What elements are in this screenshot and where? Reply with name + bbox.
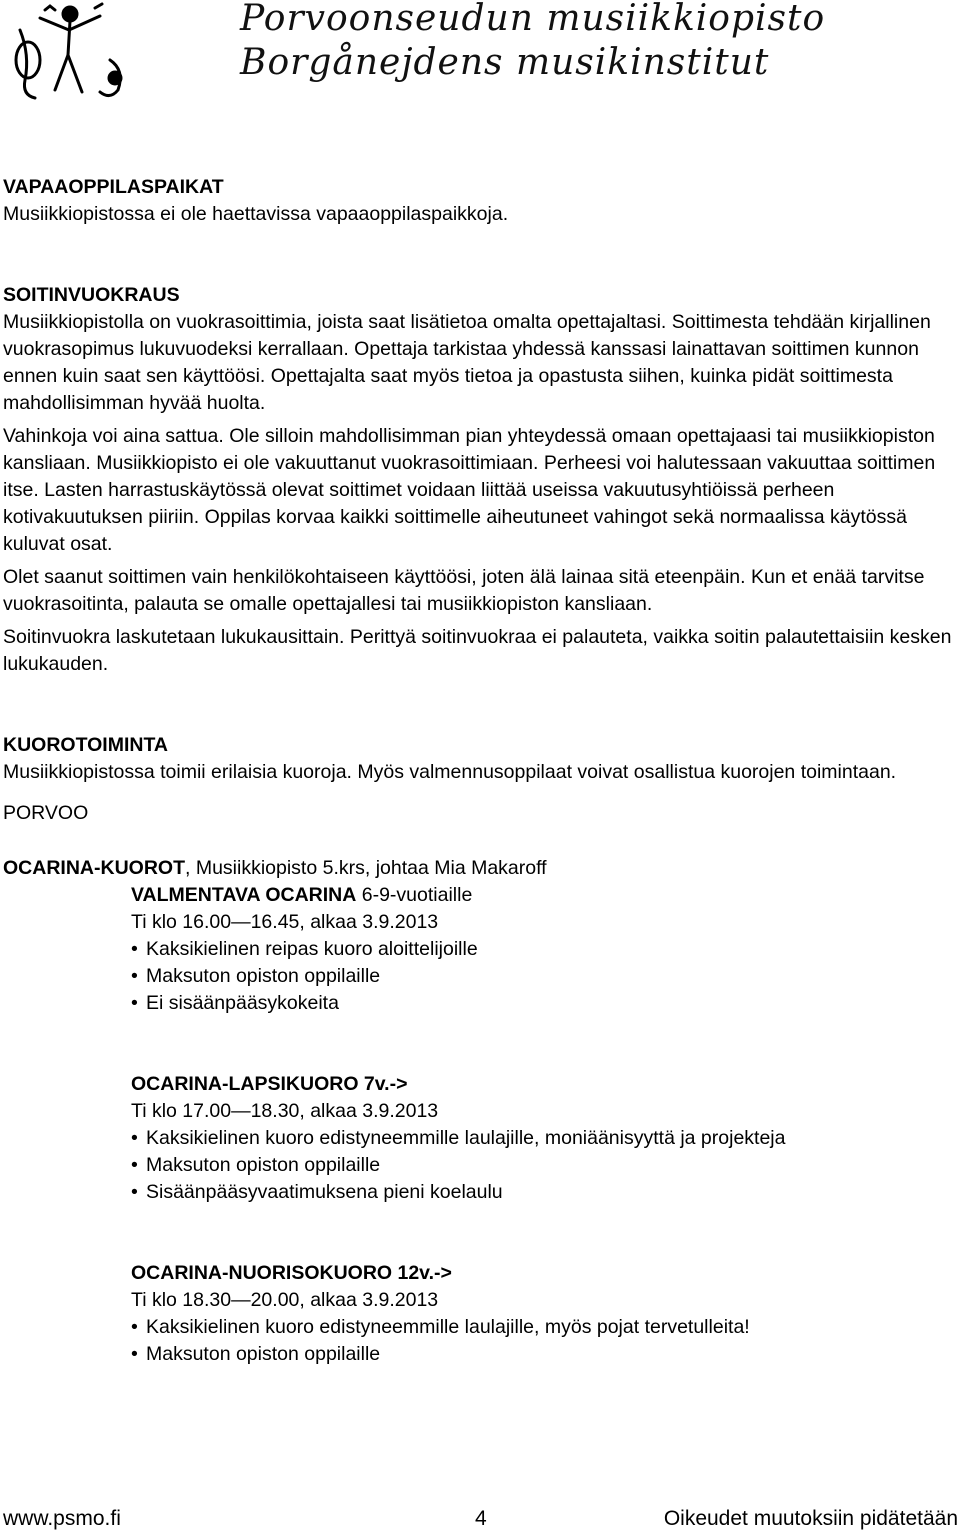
list-item: • Kaksikielinen kuoro edistyneemmille laulajille, moniäänisyyttä ja projekteja [131, 1125, 958, 1152]
list-item: • Maksuton opiston oppilaille [131, 963, 958, 990]
section-text: Musiikkiopistossa toimii erilaisia kuoroja. Myös valmennusoppilaat voivat osallistua kuorojen toimintaan. [3, 761, 897, 783]
choir-block [131, 1071, 958, 1206]
paragraph-billing: Soitinvuokra laskutetaan lukukausittain. Perittyä soitinvuokraa ei palauteta, vaikka soitin palautettaisiin kesken lukukauden. [3, 626, 952, 675]
ocarina-choirs-info: , Musiikkiopisto 5.krs, johtaa Mia Makaroff [184, 857, 547, 879]
ocarina-choirs-title: OCARINA-KUOROT [3, 857, 185, 879]
choir-time: Ti klo 17.00—18.30, alkaa 3.9.2013 [131, 1100, 439, 1122]
music-institute-logo-figure [0, 0, 140, 105]
ocarina-choirs-line [3, 855, 958, 882]
choir-time: Ti klo 18.30—20.00, alkaa 3.9.2013 [131, 1289, 439, 1311]
list-item: • Sisäänpääsyvaatimuksena pieni koelaulu [131, 1179, 958, 1206]
music-institute-logo-text [240, 0, 826, 95]
logo-line-finnish: Porvoonseudun musiikkiopisto [240, 0, 826, 39]
paragraph-damages: Vahinkoja voi aina sattua. Ole silloin mahdollisimman pian yhteydessä omaan opettajaasi tai musiikkiopiston kansliaan. Musiikkiopisto ei ole vakuuttanut vuokrasoittimiaan. Perheesi voi halutessaan vakuuttaa soittimen itse. Lasten harrastuskäytössä olevat soittimet voidaan liittää useissa vakuutusyhtiöissä perheen kotivakuutuksen piiriin. Oppilas korvaa kaikki soittimelle aiheutuneet vahingot sekä normaalissa käytössä kuluvat osat. [3, 425, 936, 555]
list-item: • Maksuton opiston oppilaille [131, 1341, 958, 1368]
section-heading: VAPAAOPPILASPAIKAT [3, 176, 224, 198]
page-number: 4 [475, 1507, 487, 1530]
choir-title: OCARINA-NUORISOKUORO 12v.-> [131, 1262, 452, 1284]
page-footer [3, 1505, 958, 1533]
section-heading: KUOROTOIMINTA [3, 734, 169, 756]
document-body [3, 174, 958, 1368]
choir-title: OCARINA-LAPSIKUORO 7v.-> [131, 1073, 408, 1095]
choir-bullets [131, 1125, 958, 1206]
logo-line-swedish: Borgånejdens musikinstitut [240, 42, 770, 83]
choir-time: Ti klo 16.00—16.45, alkaa 3.9.2013 [131, 911, 439, 933]
choir-block [131, 882, 958, 1017]
paragraph-personal-use: Olet saanut soittimen vain henkilökohtaiseen käyttöösi, joten älä lainaa sitä eteenpäin. Kun et enää tarvitse vuokrasoitinta, palauta se omalle opettajallesi tai musiikkiopiston kansliaan. [3, 566, 925, 615]
choir-title-suffix: 6-9-vuotiaille [356, 884, 473, 906]
section-soitinvuokraus [3, 282, 958, 678]
section-heading: SOITINVUOKRAUS [3, 284, 180, 306]
section-kuorotoiminta [3, 732, 958, 1368]
list-item: • Maksuton opiston oppilaille [131, 1152, 958, 1179]
choir-block [131, 1260, 958, 1368]
choir-bullets [131, 936, 958, 1017]
paragraph-rental-intro: Musiikkiopistolla on vuokrasoittimia, joista saat lisätietoa omalta opettajaltasi. Soittimesta tehdään kirjallinen vuokrasopimus lukuvuodeksi kerrallaan. Opettaja tarkistaa yhdessä kanssasi lainattavan soittimen kunnon ennen kuin saat sen käyttöösi. Opettajalta saat myös tietoa ja opastusta siihen, kuinka pidät soittimesta mahdollisimman hyvää huolta. [3, 311, 931, 414]
section-vapaaoppilaspaikat [3, 174, 958, 228]
section-text: Musiikkiopistossa ei ole haettavissa vapaaoppilaspaikkoja. [3, 203, 509, 225]
page-header [0, 0, 960, 110]
footer-rights-notice: Oikeudet muutoksiin pidätetään [663, 1507, 958, 1530]
list-item: • Kaksikielinen reipas kuoro aloittelijoille [131, 936, 958, 963]
choir-title: VALMENTAVA OCARINA [131, 884, 357, 906]
footer-website-link[interactable]: www.psmo.fi [3, 1507, 121, 1530]
list-item: • Kaksikielinen kuoro edistyneemmille laulajille, myös pojat tervetulleita! [131, 1314, 958, 1341]
choir-bullets [131, 1314, 958, 1368]
list-item: • Ei sisäänpääsykokeita [131, 990, 958, 1017]
city-heading: PORVOO [3, 802, 89, 824]
